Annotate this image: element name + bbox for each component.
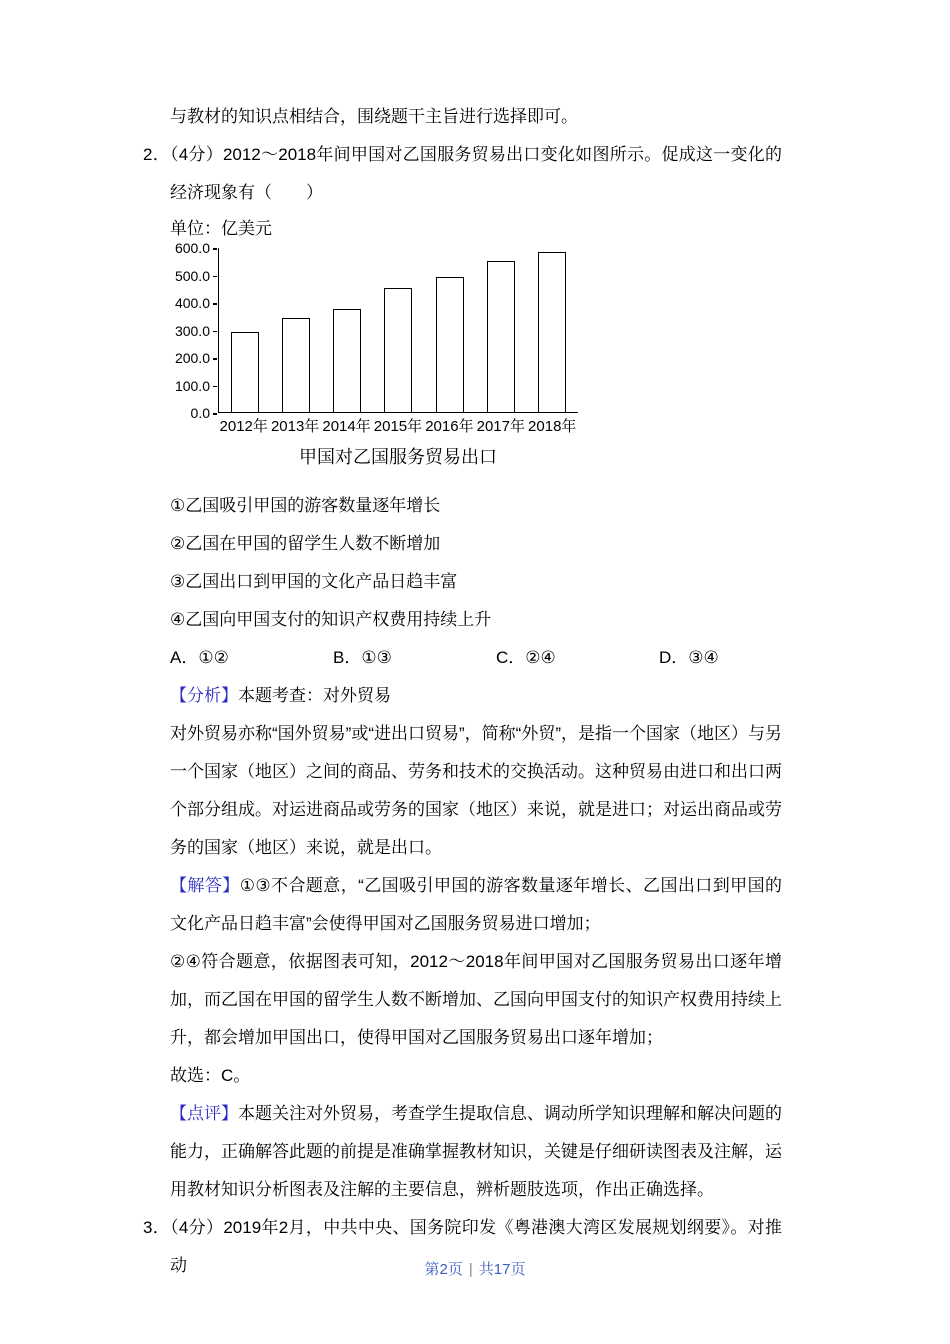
bar <box>231 332 259 412</box>
x-tick-label: 2016年 <box>425 418 474 435</box>
choice-b: B．①③ <box>333 648 392 667</box>
analysis-body: 对外贸易亦称“国外贸易”或“进出口贸易”，简称“外贸”，是指一个国家（地区）与另一个国家（地区）之间的商品、劳务和技术的交换活动。这种贸易由进口和出口两个部分组成。对运进商品或劳务的国家（地区）来说，就是进口；对运出商品或劳务的国家（地区）来说，就是出口。 <box>170 724 782 857</box>
bar-column <box>527 248 578 412</box>
choices-row <box>170 639 782 677</box>
bar <box>384 288 412 412</box>
page-footer <box>0 1260 950 1280</box>
chart-body <box>170 240 782 421</box>
y-tick-label: 600.0 <box>174 240 210 256</box>
x-tick-label: 2018年 <box>528 418 577 435</box>
x-tick-label: 2014年 <box>322 418 371 435</box>
chart <box>170 218 782 469</box>
bar-column <box>424 248 475 412</box>
answer-conclusion: 故选：C。 <box>170 1066 251 1085</box>
statement-item-2: ②乙国在甲国的留学生人数不断增加 <box>170 534 441 553</box>
footer-total-pages: 共17页 <box>478 1261 526 1278</box>
answer-paragraph-2: ②④符合题意，依据图表可知，2012～2018年间甲国对乙国服务贸易出口逐年增加，而乙国在甲国的留学生人数不断增加、乙国向甲国支付的知识产权费用持续上升，都会增加甲国出口，使得甲国对乙国服务贸易出口逐年增加； <box>170 952 782 1047</box>
question-2-stem: 2．（4分）2012～2018年间甲国对乙国服务贸易出口变化如图所示。促成这一变化的经济现象有（ ） <box>143 145 782 202</box>
answer-paragraph-1 <box>170 867 782 943</box>
comment-label: 【点评】 <box>170 1104 238 1123</box>
bar <box>282 318 310 412</box>
bar <box>538 252 566 412</box>
statement-item-3: ③乙国出口到甲国的文化产品日趋丰富 <box>170 572 458 591</box>
statement-item-1: ①乙国吸引甲国的游客数量逐年增长 <box>170 496 441 515</box>
chart-plot <box>218 248 578 413</box>
chart-y-axis <box>170 240 218 421</box>
answer-label: 【解答】 <box>170 876 240 895</box>
y-tick-label: 0.0 <box>190 405 210 421</box>
bar <box>487 261 515 412</box>
x-tick-label: 2017年 <box>476 418 525 435</box>
bar-column <box>475 248 526 412</box>
bar-column <box>219 248 270 412</box>
y-tick-label: 500.0 <box>174 267 210 284</box>
bar <box>436 277 464 412</box>
analysis-text: 本题考查：对外贸易 <box>238 686 391 705</box>
page-content <box>143 98 783 1285</box>
footer-separator: | <box>468 1261 473 1278</box>
y-tick-label: 300.0 <box>174 322 210 339</box>
y-tick-label: 400.0 <box>174 295 210 311</box>
x-tick-label: 2013年 <box>270 418 320 435</box>
answer-part1-text: ①③不合题意，“乙国吸引甲国的游客数量逐年增长、乙国出口到甲国的文化产品日趋丰富”会使得甲国对乙国服务贸易进口增加； <box>170 876 783 933</box>
statement-item-4: ④乙国向甲国支付的知识产权费用持续上升 <box>170 610 492 629</box>
chart-title: 甲国对乙国服务贸易出口 <box>299 447 497 467</box>
bar-column <box>270 248 321 412</box>
intro-text: 与教材的知识点相结合，围绕题干主旨进行选择即可。 <box>170 107 578 126</box>
bar <box>333 309 361 412</box>
x-tick-label: 2015年 <box>373 418 423 435</box>
chart-x-axis <box>218 417 578 437</box>
comment-paragraph <box>170 1095 782 1209</box>
bar-column <box>373 248 424 412</box>
y-tick-label: 200.0 <box>174 350 210 366</box>
choice-d: D．③④ <box>659 648 719 667</box>
x-tick-label: 2012年 <box>219 418 268 435</box>
bar-column <box>322 248 373 412</box>
footer-page-number: 第2页 <box>424 1261 463 1278</box>
choice-c: C．②④ <box>496 648 556 667</box>
choice-a: A．①② <box>170 648 229 667</box>
comment-text: 本题关注对外贸易，考查学生提取信息、调动所学知识理解和解决问题的能力，正确解答此题的前提是准确掌握教材知识，关键是仔细研读图表及注解，运用教材知识分析图表及注解的主要信息，辨析题肢选项，作出正确选择。 <box>170 1104 782 1199</box>
question-3-stem: 3．（4分）2019年2月，中共中央、国务院印发《粤港澳大湾区发展规划纲要》。对推动 <box>143 1218 782 1275</box>
analysis-paragraph <box>170 677 782 715</box>
y-tick-label: 100.0 <box>174 377 210 394</box>
question-2 <box>143 136 783 1209</box>
analysis-label: 【分析】 <box>170 686 238 705</box>
chart-unit-label: 单位：亿美元 <box>170 219 272 238</box>
